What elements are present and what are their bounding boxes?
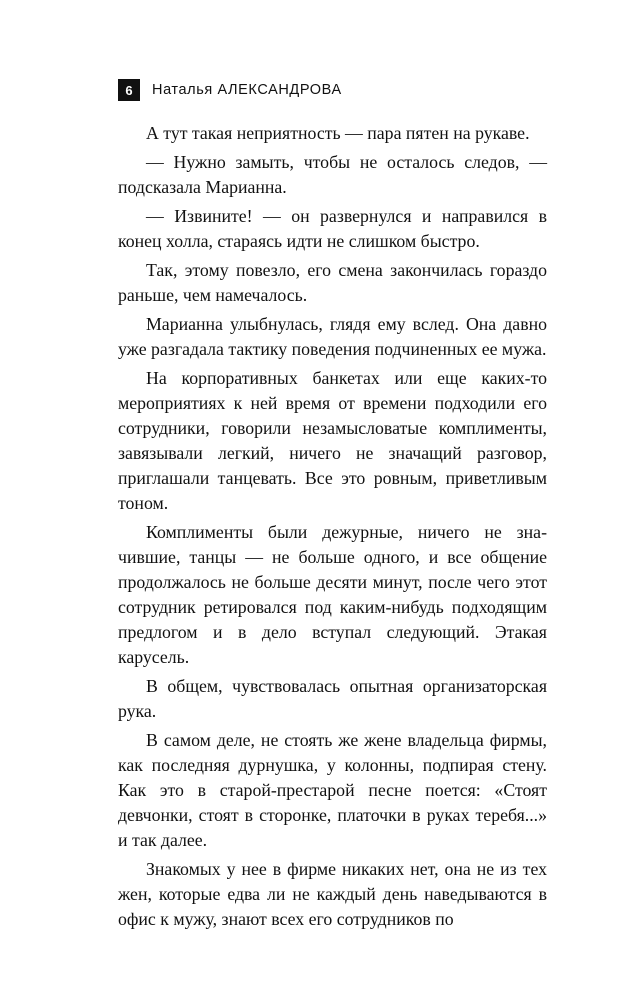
paragraph: На корпоративных банкетах или еще каких-то мероприятиях к ней время от времени подходили его сотрудники, говорили незамысловатые комплименты, завязывали легкий, ничего не значащий разговор, приглашали танцевать. Все это ровным, приветливым тоном. bbox=[118, 368, 547, 513]
paragraph: В общем, чувствовалась опытная организаторская рука. bbox=[118, 676, 547, 721]
paragraph: А тут такая неприятность — пара пятен на рукаве. bbox=[146, 123, 530, 143]
paragraph: Марианна улыбнулась, глядя ему вслед. Она давно уже разгадала тактику поведения подчиненных ее мужа. bbox=[118, 314, 547, 359]
paragraph: Так, этому повезло, его смена закончилась гораздо раньше, чем намечалось. bbox=[118, 260, 547, 305]
paragraph: — Извините! — он развернулся и направился в конец холла, стараясь идти не слишком быстро. bbox=[118, 206, 547, 251]
paragraph: Комплименты были дежурные, ничего не значившие, танцы — не больше одного, и все общение продолжалось не больше десяти минут, после чего этот сотрудник ретировался под каким-нибудь подходящим предлогом и в дело вступал следующий. Этакая карусель. bbox=[118, 522, 547, 667]
paragraph: Знакомых у нее в фирме никаких нет, она не из тех жен, которые едва ли не каждый день наведываются в офис к мужу, знают всех его сотрудников по bbox=[118, 859, 547, 929]
author-name: Наталья АЛЕКСАНДРОВА bbox=[152, 82, 342, 98]
page-number: 6 bbox=[118, 79, 140, 101]
paragraph: В самом деле, не стоять же жене владельца фирмы, как последняя дурнушка, у колонны, подпирая стену. Как это в старой-престарой песне поется: «Стоят девчонки, стоят в сторонке, платочки в руках теребя...» и так далее. bbox=[118, 730, 547, 850]
body-text bbox=[118, 121, 547, 936]
paragraph: — Нужно замыть, чтобы не осталось следов, — подсказала Марианна. bbox=[118, 152, 547, 197]
running-head bbox=[118, 79, 342, 101]
